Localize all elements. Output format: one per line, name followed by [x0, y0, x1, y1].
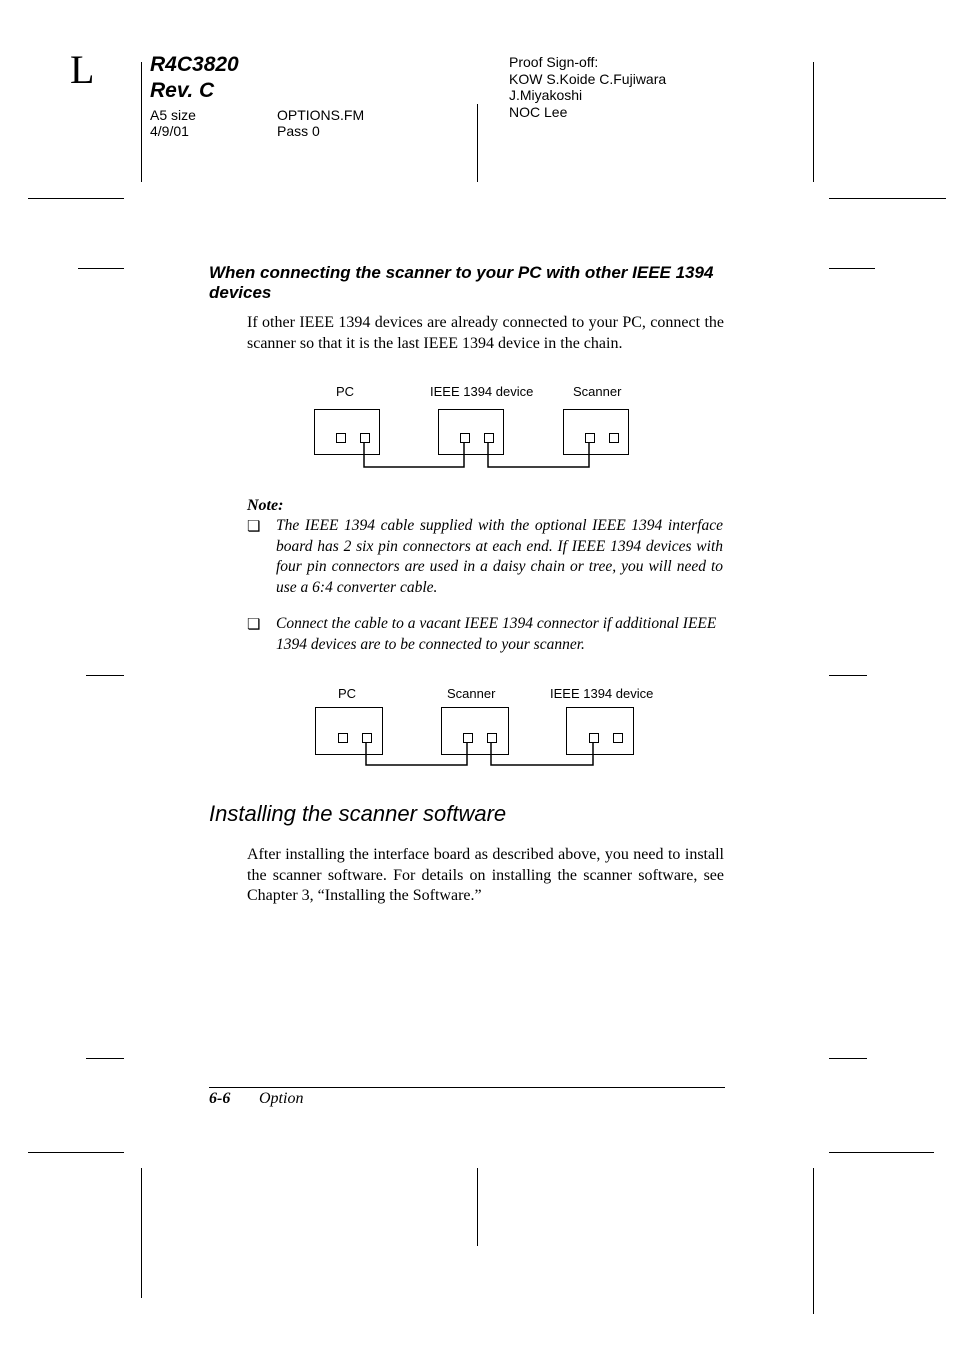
note-item-2: Connect the cable to a vacant IEEE 1394 connector if additional IEEE 1394 devices are to be connected to your scanner. — [276, 615, 717, 653]
note-item-1: The IEEE 1394 cable supplied with the optional IEEE 1394 interface board has 2 six pin connectors at each end. If IEEE 1394 devices with four pin connectors are used in a daisy chain or tree, you will need to use a 6:4 converter cable. — [276, 517, 723, 596]
model-number: R4C3820 — [150, 53, 239, 76]
proof-line: NOC Lee — [509, 103, 568, 120]
install-heading: Installing the scanner software — [209, 801, 507, 826]
pass-number: Pass 0 — [277, 123, 320, 139]
section-name: Option — [259, 1090, 304, 1107]
footer-rule — [209, 1087, 725, 1088]
corner-letter: L — [70, 47, 95, 92]
bullet-icon: ❏ — [247, 616, 261, 633]
section-heading: When connecting the scanner to your PC with other IEEE 1394 devices — [209, 263, 714, 302]
proof-line: Proof Sign-off: — [509, 54, 599, 70]
file-name: OPTIONS.FM — [277, 107, 365, 123]
install-body: After installing the interface board as described above, you need to install the scanner software. For details on installing the scanner software, see Chapter 3, “Installing the Software.” — [247, 846, 724, 904]
section-body: If other IEEE 1394 devices are already connected to your PC, connect the scanner so that it is the last IEEE 1394 device in the chain. — [247, 314, 724, 352]
model-revision: Rev. C — [150, 79, 215, 102]
diagram2-label-device: IEEE 1394 device — [550, 686, 654, 701]
diagram1-label-pc: PC — [336, 384, 355, 399]
page-number: 6-6 — [209, 1090, 231, 1107]
diagram2-label-pc: PC — [338, 686, 357, 701]
print-date: 4/9/01 — [150, 123, 189, 139]
bullet-icon: ❏ — [247, 518, 261, 535]
diagram1-label-scanner: Scanner — [573, 384, 622, 399]
cable-line — [366, 742, 467, 765]
note-label: Note: — [247, 497, 284, 514]
diagram2-label-scanner: Scanner — [447, 686, 496, 701]
proof-line: KOW S.Koide C.Fujiwara — [509, 70, 667, 87]
page-size: A5 size — [150, 107, 196, 123]
cable-line — [491, 742, 593, 765]
diagram1-label-device: IEEE 1394 device — [430, 384, 534, 399]
proof-line: J.Miyakoshi — [509, 87, 583, 103]
